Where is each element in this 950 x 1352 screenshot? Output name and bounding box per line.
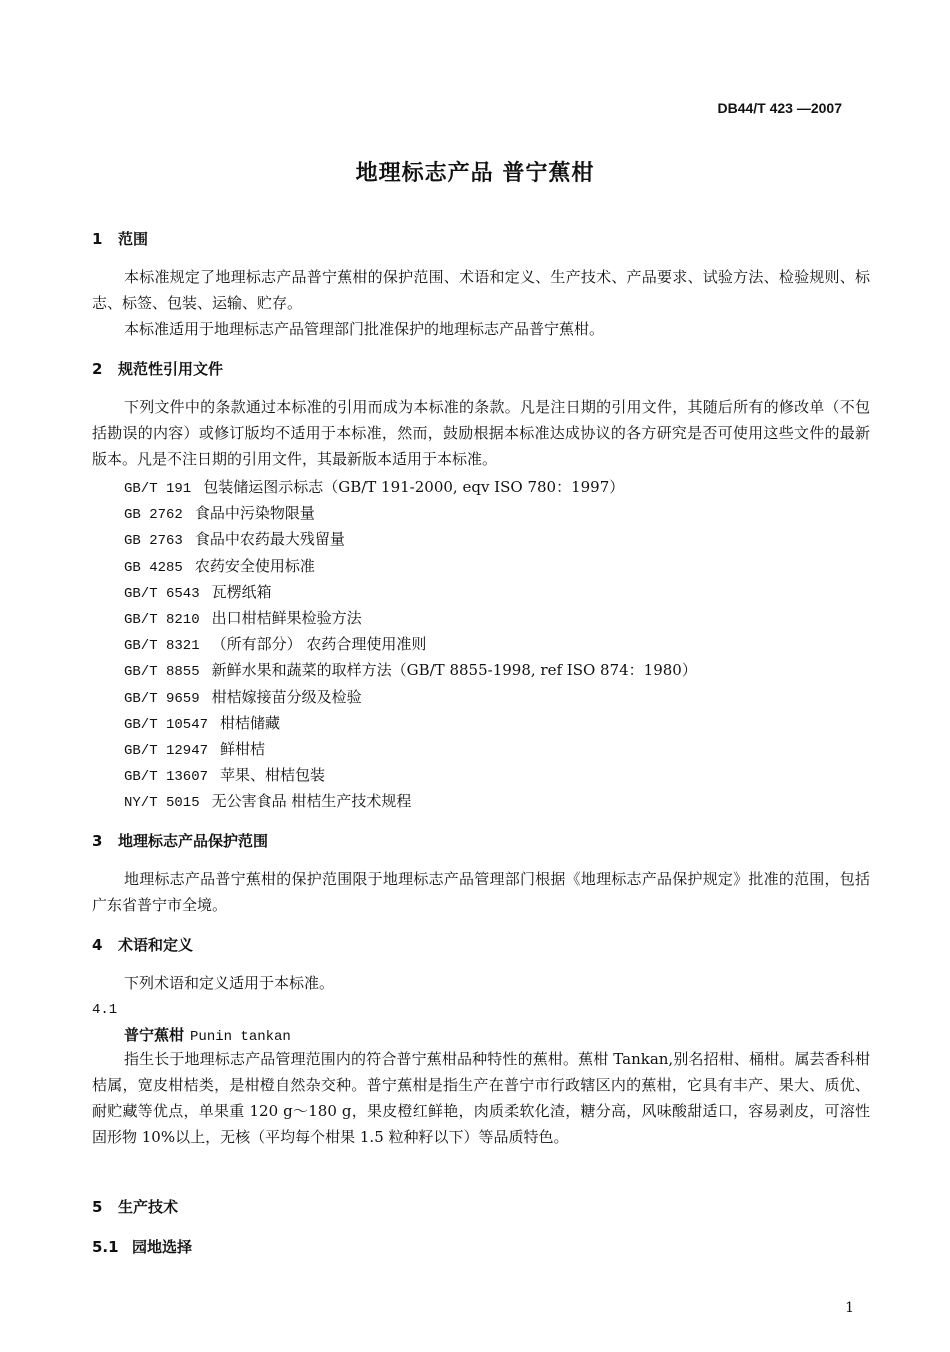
section-4-paragraph-1: 下列术语和定义适用于本标准。 <box>124 974 335 992</box>
reference-title: 瓦楞纸箱 <box>211 582 272 601</box>
reference-code: GB/T 12947 <box>124 742 209 759</box>
reference-item <box>124 474 697 500</box>
section-number: 5 <box>92 1198 103 1216</box>
section-number: 1 <box>92 230 103 248</box>
section-number: 4 <box>92 936 103 954</box>
reference-item <box>124 657 697 683</box>
reference-item <box>124 605 697 631</box>
reference-code: GB/T 10547 <box>124 716 209 733</box>
reference-item <box>124 762 697 788</box>
reference-title: 苹果、柑桔包装 <box>220 766 326 785</box>
reference-code: NY/T 5015 <box>124 795 200 812</box>
reference-code: GB/T 9659 <box>124 690 200 707</box>
reference-code: GB 2762 <box>124 507 183 524</box>
section-title: 地理标志产品保护范围 <box>118 832 269 850</box>
section-5-heading <box>92 1196 178 1217</box>
reference-code: GB/T 191 <box>124 481 192 497</box>
reference-item <box>124 684 697 710</box>
term-entry <box>124 1024 291 1045</box>
reference-item <box>124 579 697 605</box>
reference-code: GB/T 8855 <box>124 664 200 681</box>
section-1-paragraph-1: 本标准规定了地理标志产品普宁蕉柑的保护范围、术语和定义、生产技术、产品要求、试验方法、检验规则、标志、标签、包装、运输、贮存。 <box>92 268 870 312</box>
standard-code: DB44/T 423 —2007 <box>717 100 842 116</box>
section-title: 生产技术 <box>118 1198 179 1216</box>
reference-title: 鲜柑桔 <box>220 739 266 758</box>
section-1-paragraph-2: 本标准适用于地理标志产品管理部门批准保护的地理标志产品普宁蕉柑。 <box>124 320 605 338</box>
section-title: 范围 <box>118 230 149 248</box>
section-number: 2 <box>92 360 103 378</box>
reference-code: GB/T 8321 <box>124 638 200 655</box>
reference-title: 食品中农药最大残留量 <box>194 530 345 549</box>
reference-title: 新鲜水果和蔬菜的取样方法（GB/T 8855-1998, ref ISO 874：1980） <box>211 661 697 680</box>
section-title: 规范性引用文件 <box>118 360 224 378</box>
section-number: 3 <box>92 832 103 850</box>
reference-item <box>124 526 697 552</box>
reference-item <box>124 553 697 579</box>
section-3-paragraph-1: 地理标志产品普宁蕉柑的保护范围限于地理标志产品管理部门根据《地理标志产品保护规定》批准的范围，包括广东省普宁市全境。 <box>92 870 870 914</box>
subsection-number: 4.1 <box>92 1002 118 1018</box>
reference-code: GB/T 6543 <box>124 585 200 602</box>
reference-title: 包装储运图示标志（GB/T 191-2000, eqv ISO 780：1997） <box>203 478 625 496</box>
subsection-5-1-heading <box>92 1236 192 1257</box>
section-1-heading <box>92 228 148 249</box>
reference-item <box>124 631 697 657</box>
reference-title: （所有部分） 农药合理使用准则 <box>211 635 427 654</box>
reference-title: 出口柑桔鲜果检验方法 <box>211 608 362 627</box>
reference-code: GB/T 8210 <box>124 611 200 628</box>
normative-reference-list <box>124 474 697 814</box>
reference-code: GB 2763 <box>124 533 183 550</box>
reference-item <box>124 710 697 736</box>
section-2-heading <box>92 358 223 379</box>
reference-code: GB/T 13607 <box>124 769 209 786</box>
document-title: 地理标志产品 普宁蕉柑 <box>355 161 595 186</box>
reference-item <box>124 736 697 762</box>
reference-title: 农药安全使用标准 <box>194 556 315 575</box>
page-number: 1 <box>845 1300 854 1316</box>
section-title: 术语和定义 <box>118 936 194 954</box>
subsection-number: 5.1 <box>92 1238 119 1256</box>
term-english: Punin tankan <box>190 1029 291 1045</box>
subsection-title: 园地选择 <box>132 1238 193 1256</box>
reference-title: 柑桔储藏 <box>220 713 281 732</box>
section-3-heading <box>92 830 268 851</box>
reference-title: 柑桔嫁接苗分级及检验 <box>211 687 362 706</box>
term-definition: 指生长于地理标志产品管理范围内的符合普宁蕉柑品种特性的蕉柑。蕉柑 Tankan,别名招柑、桶柑。属芸香科柑桔属，宽皮柑桔类，是柑橙自然杂交种。普宁蕉柑是指生产在普宁市行政辖区内的蕉柑，它具有丰产、果大、质优、耐贮藏等优点，单果重 120 g～180 g，果皮橙红鲜艳，肉质柔软化渣，糖分高，风味酸甜适口，容易剥皮，可溶性固形物 10%以上，无核（平均每个柑果 1.5 粒种籽以下）等品质特色。 <box>92 1050 870 1146</box>
reference-item <box>124 500 697 526</box>
section-2-paragraph-1: 下列文件中的条款通过本标准的引用而成为本标准的条款。凡是注日期的引用文件，其随后所有的修改单（不包括勘误的内容）或修订版均不适用于本标准，然而，鼓励根据本标准达成协议的各方研究是否可使用这些文件的最新版本。凡是不注日期的引用文件，其最新版本适用于本标准。 <box>92 398 870 468</box>
reference-item <box>124 788 697 814</box>
reference-title: 无公害食品 柑桔生产技术规程 <box>211 792 412 811</box>
section-4-heading <box>92 934 193 955</box>
reference-title: 食品中污染物限量 <box>194 504 315 523</box>
reference-code: GB 4285 <box>124 559 183 576</box>
term-chinese: 普宁蕉柑 <box>124 1026 185 1044</box>
